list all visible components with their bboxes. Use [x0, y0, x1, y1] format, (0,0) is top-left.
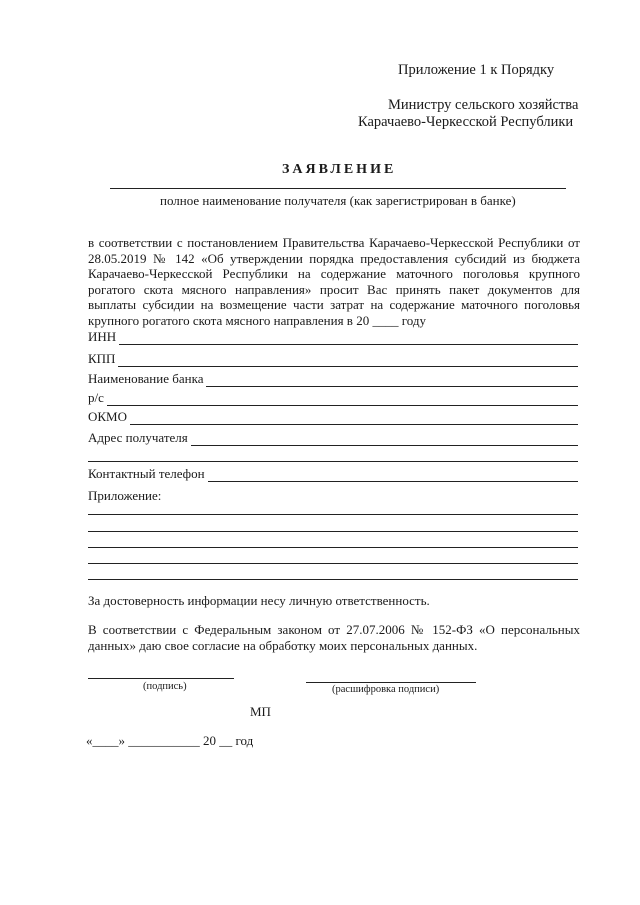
address-field-line-2[interactable]	[88, 461, 578, 462]
kpp-label: КПП	[88, 351, 118, 367]
stamp-place: МП	[250, 704, 271, 719]
request-paragraph	[88, 235, 580, 329]
okmo-label: ОКМО	[88, 409, 130, 425]
consent-statement: В соответствии с Федеральным законом от 27.07.2006 № 152-ФЗ «О персональных данных» даю свое согласие на обработку моих персональных данных.	[88, 622, 580, 653]
attachment-label: Приложение:	[88, 488, 164, 504]
recipient-name-caption: полное наименование получателя (как зарегистрирован в банке)	[160, 193, 516, 208]
bank-label: Наименование банка	[88, 371, 206, 387]
account-label: р/с	[88, 390, 107, 406]
phone-label: Контактный телефон	[88, 466, 208, 482]
address-label: Адрес получателя	[88, 430, 191, 446]
attachment-line-4[interactable]	[88, 563, 578, 564]
signature-transcript-line[interactable]	[306, 682, 476, 683]
request-paragraph-text: в соответствии с постановлением Правительства Карачаево-Черкесской Республики от 28.05.2019 № 142 «Об утверждении порядка предоставления субсидий из бюджета Карачаево-Черкесской Республики на содержание маточного поголовья крупного рогатого скота мясного направления» просит Вас принять пакет документов для выплаты субсидии на возмещение части затрат на содержание маточного поголовья крупного рогатого скота мясного направления в 20 ____ году	[88, 235, 580, 328]
transcript-caption: (расшифровка подписи)	[332, 684, 440, 695]
recipient-name-line[interactable]	[110, 188, 566, 189]
inn-field-line[interactable]	[88, 344, 578, 345]
date-line[interactable]: «____» ___________ 20 __ год	[86, 733, 254, 748]
inn-label: ИНН	[88, 329, 119, 345]
appendix-note: Приложение 1 к Порядку	[398, 62, 555, 78]
attachment-line-3[interactable]	[88, 547, 578, 548]
addressee-line-2: Карачаево-Черкесской Республики	[358, 114, 574, 130]
account-field-line[interactable]	[88, 405, 578, 406]
signature-caption: (подпись)	[143, 681, 187, 692]
responsibility-statement: За достоверность информации несу личную ответственность.	[88, 593, 430, 608]
signature-line[interactable]	[88, 678, 234, 679]
document-title: ЗАЯВЛЕНИЕ	[282, 162, 397, 177]
addressee-line-1: Министру сельского хозяйства	[388, 97, 579, 113]
attachment-line-2[interactable]	[88, 531, 578, 532]
kpp-field-line[interactable]	[88, 366, 578, 367]
attachment-line-1[interactable]	[88, 514, 578, 515]
okmo-field-line[interactable]	[88, 424, 578, 425]
attachment-line-5[interactable]	[88, 579, 578, 580]
